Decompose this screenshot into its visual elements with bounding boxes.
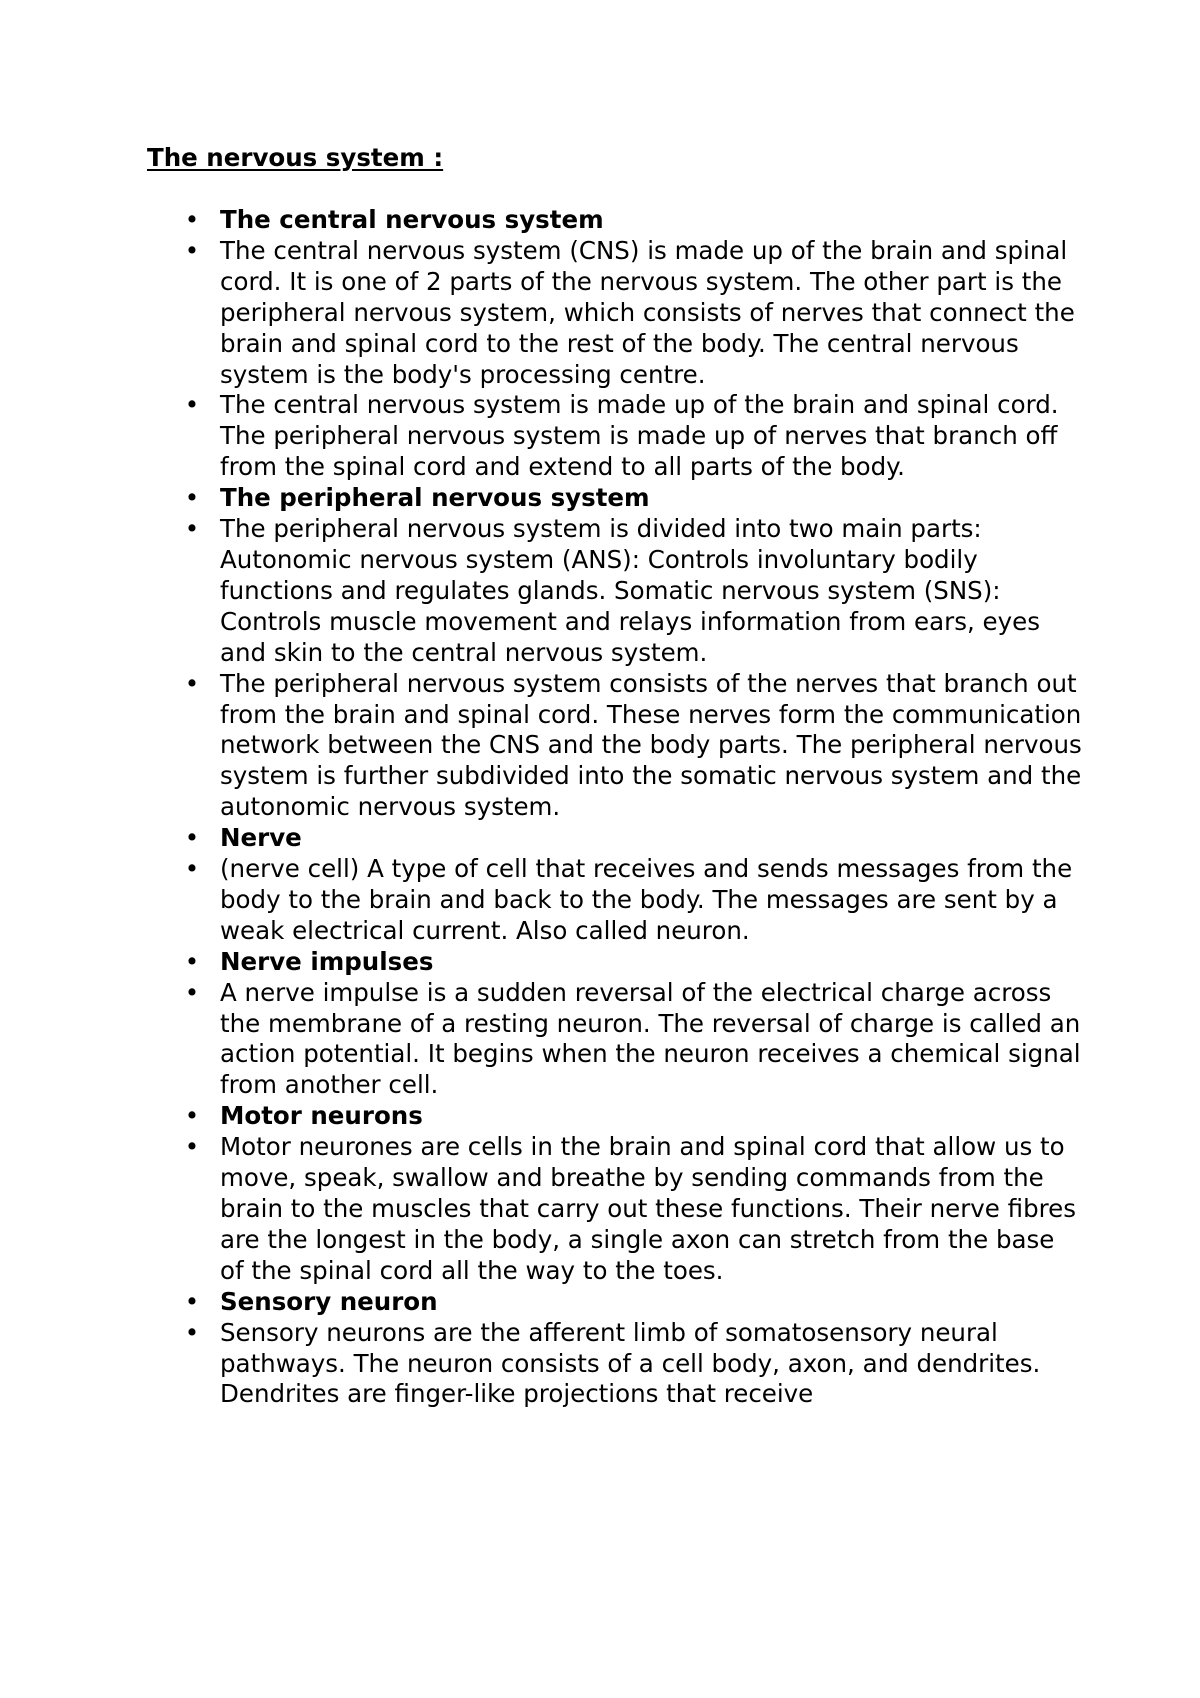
section-heading: Nerve	[220, 823, 302, 853]
bullet-icon: •	[184, 235, 200, 265]
page-title: The nervous system :	[147, 143, 444, 172]
bullet-icon: •	[184, 977, 200, 1007]
list-item	[182, 1132, 1082, 1287]
list-item	[182, 1318, 1082, 1411]
bullet-icon: •	[184, 1101, 200, 1131]
bullet-icon: •	[184, 1317, 200, 1347]
bullet-icon: •	[184, 1132, 200, 1162]
paragraph-text: The central nervous system (CNS) is made up of the brain and spinal cord. It is one of 2 parts of the nervous system. The other part is the peripheral nervous system, which consists of nerves that connect the brain and spinal cord to the rest of the body. The central nervous system is the body's processing centre.	[220, 235, 1075, 389]
list-item-heading	[182, 1287, 1082, 1318]
list-item	[182, 978, 1082, 1102]
bullet-list	[182, 205, 1082, 1410]
paragraph-text: The peripheral nervous system is divided into two main parts: Autonomic nervous system (ANS): Controls involuntary bodily functions and regulates glands. Somatic nervous system (SNS): Controls muscle movement and relays information from ears, eyes and skin to the central nervous system.	[220, 514, 1040, 667]
list-item	[182, 514, 1082, 669]
section-heading: Nerve impulses	[220, 946, 434, 976]
list-item	[182, 669, 1082, 824]
list-item-heading	[182, 483, 1082, 514]
list-item-heading	[182, 823, 1082, 854]
bullet-icon: •	[184, 668, 200, 698]
list-item-heading	[182, 947, 1082, 978]
section-heading: Sensory neuron	[220, 1286, 438, 1316]
bullet-icon: •	[184, 514, 200, 544]
section-heading: The peripheral nervous system	[220, 483, 650, 513]
list-item-heading	[182, 205, 1082, 236]
paragraph-text: The peripheral nervous system consists of the nerves that branch out from the brain and spinal cord. These nerves form the communication network between the CNS and the body parts. The peripheral nervous system is further subdivided into the somatic nervous system and the autonomic nervous system.	[220, 668, 1082, 822]
bullet-icon: •	[184, 823, 200, 853]
paragraph-text: (nerve cell) A type of cell that receives and sends messages from the body to the brain and back to the body. The messages are sent by a weak electrical current. Also called neuron.	[220, 854, 1073, 945]
paragraph-text: The central nervous system is made up of the brain and spinal cord. The peripheral nervous system is made up of nerves that branch off from the spinal cord and extend to all parts of the body.	[220, 390, 1059, 482]
section-heading: Motor neurons	[220, 1101, 423, 1131]
bullet-icon: •	[184, 205, 200, 234]
list-item	[182, 390, 1082, 483]
section-heading: The central nervous system	[220, 205, 604, 234]
bullet-icon: •	[184, 854, 200, 884]
paragraph-text: Motor neurones are cells in the brain and spinal cord that allow us to move, speak, swallow and breathe by sending commands from the brain to the muscles that carry out these functions. Their nerve fibres are the longest in the body, a single axon can stretch from the base of the spinal cord all the way to the toes.	[220, 1132, 1077, 1285]
list-item	[182, 236, 1082, 391]
paragraph-text: Sensory neurons are the afferent limb of somatosensory neural pathways. The neuron consists of a cell body, axon, and dendrites. Dendrites are finger-like projections that receive	[220, 1317, 1041, 1409]
paragraph-text: A nerve impulse is a sudden reversal of the electrical charge across the membrane of a resting neuron. The reversal of charge is called an action potential. It begins when the neuron receives a chemical signal from another cell.	[220, 977, 1081, 1100]
list-item-heading	[182, 1101, 1082, 1132]
bullet-icon: •	[184, 483, 200, 513]
bullet-icon: •	[184, 1286, 200, 1316]
bullet-icon: •	[184, 946, 200, 976]
list-item	[182, 854, 1082, 947]
bullet-icon: •	[184, 390, 200, 420]
